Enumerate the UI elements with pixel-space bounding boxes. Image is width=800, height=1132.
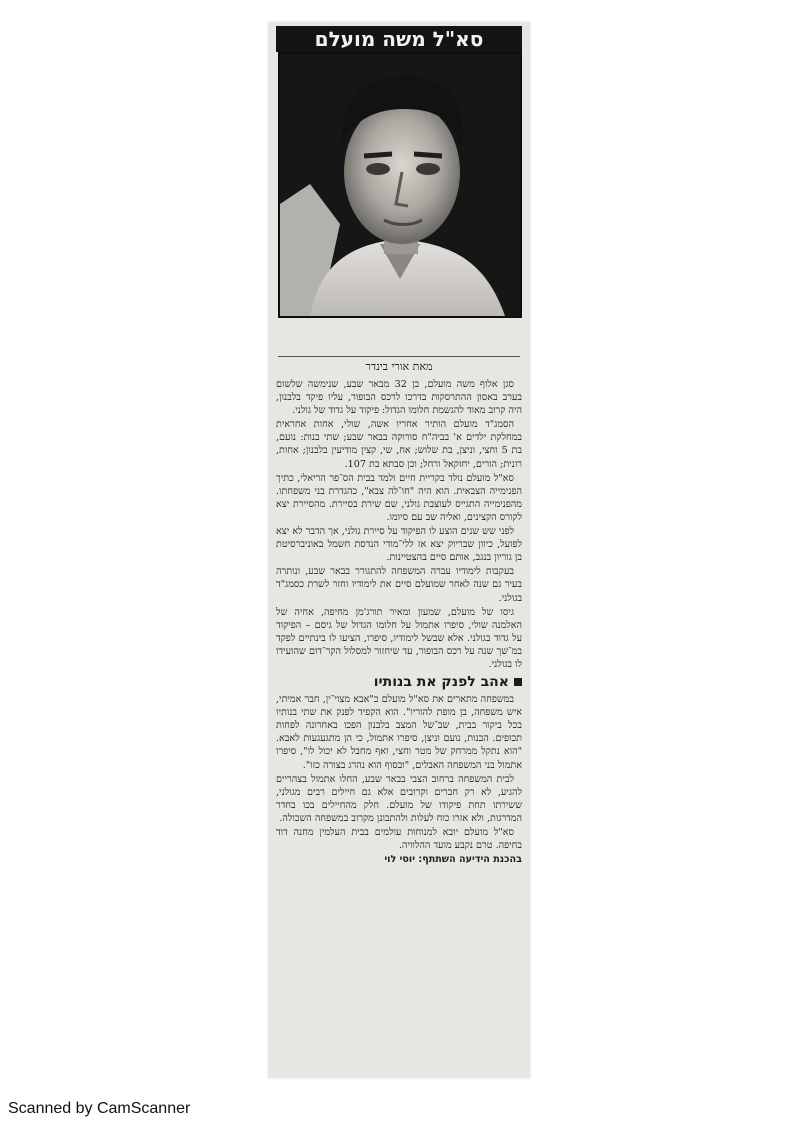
- article-headline: סא"ל משה מועלם: [276, 26, 522, 52]
- divider-line: [278, 356, 520, 357]
- article-subhead: [276, 672, 522, 692]
- subhead-text: אהב לפנק את בנותיו: [373, 674, 509, 691]
- article-paragraph: סא"ל מועלם יובא למנוחות עולמים בבית העלמין מחנה דוד בחיפה. טרם נקבע מועד ההלוויה.: [276, 827, 522, 852]
- article-paragraph: בעקבות לימודיו עברה המשפחה להתגורר בבאר שבע, ונותרה בעיר גם שנה לאחר שמועלם סיים את לימודיו וחזר לשרת כסמג"ד בגולני.: [276, 566, 522, 604]
- scanner-watermark: Scanned by CamScanner: [8, 1100, 191, 1117]
- square-bullet-icon: [514, 678, 522, 686]
- article-paragraph: לבית המשפחה ברחוב הצבי בבאר שבע, החלו אתמול בצהריים להגיע, לא רק חברים וקרובים אלא גם חיילים רבים מגולני, ששירתו תחת פיקודו של מועלם. חלק מהחיילים בכו בחדר המדרגות, ולא אזרו כוח לעלות ולהתבונן מקרוב במשפחה השכולה.: [276, 773, 522, 824]
- article-paragraph: סגן אלוף משה מועלם, בן 32 מבאר שבע, שנימשה שלשום בערב באסון ההתרסקות בדרכו לרכס הבופור, עליו פיקד בלבנון, היה קרוב מאוד להגשמת חלומו הגדול: פיקוד על גדוד של גולני.: [276, 379, 522, 417]
- newspaper-clipping: [268, 22, 530, 1078]
- reporter-credit: בהכנת הידיעה השתתף: יוסי לוי: [384, 854, 522, 866]
- byline: מאת אורי בינדר: [365, 360, 433, 373]
- article-body: [276, 378, 522, 867]
- article-paragraph: גיסו של מועלם, שמעון ומאיר תורג'מן מחיפה, אחיה של האלמנה שולי, סיפרו אתמול על חלומו הגדול של גיסם – הפיקוד על גדוד בגולני. אלא שבשל לימודיו, סיפרו, הציעו לו בינתיים לפקד במ־שך שנה על רכס הבופור, עד שיחזור למסלול הקר־דום שהועידו לו בגולני.: [276, 606, 522, 670]
- article-paragraph: לפני שש שנים הוצע לו הפיקוד על סיירת גולני, אך הדבר לא יצא לפועל, כיוון שבריוק יצא אז ללי־מודי הנדסת חשמל באוניברסיטת בן גוריון בנגב, אותם סיים בהצטיינות.: [276, 526, 522, 564]
- article-paragraph: סא"ל מועלם נולד בקריית חיים ולמד בבית הס־פר הריאלי, כתיך הפנימייה הצבאית. הוא היה "חו־לה צבא", כהגדרת בני משפחתו. מהפנימייה התגייס לעוצבת גולני, שם שירת בסיירת. מהסיירת יצא לקורס הקצינים, ואליה שב עם סיומו.: [276, 472, 522, 523]
- article-paragraph: הסמג"ד מועלם הותיר אחריו אשה, שולי, אחות אחראית במחלקת ילדים א' בביה"ח סורוקה בבאר שבע; שתי בנות: נועם, בת 5 וחצי, וניצן, בת שלוש; אח, שי, קצין מודיעין בלבנון; אחות, רונית; הורים, יחזקאל ורחל; וכן סבתא בת 107.: [276, 419, 523, 470]
- portrait-photo: [278, 52, 522, 318]
- article-paragraph: במשפחה מתארים את סא"ל מועלם כ"אבא מצוי־ין, חבר אמיתי, איש משפחה, בן מופת להוריו". הוא הקפיד לפנק את שתי בנותיו בכל ביקור בבית, שב־של המצב בלבנון הפכו באחרונה לפחות תכופים. הבנות, נועם וניצן, סיפרו אתמול, כי הן מתגעגעות לאבא. "הוא נתקל ממרחק של מטר וחצי, ואף מחבל לא יכול לו", סיפרו אתמול בני המשפחה האבלים, "ובסוף הוא נהרג בצורה כזו".: [276, 694, 522, 771]
